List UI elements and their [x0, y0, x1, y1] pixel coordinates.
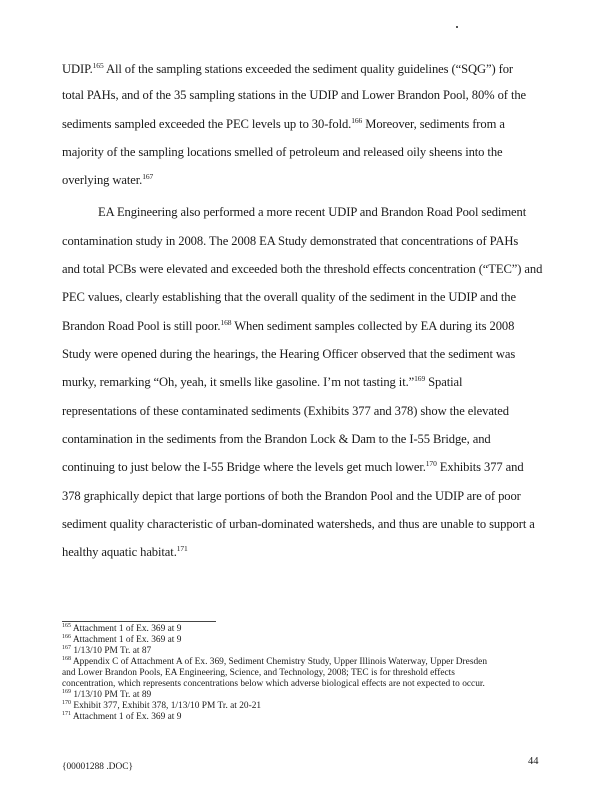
body-line: murky, remarking “Oh, yeah, it smells like gasoline. I’m not tasting it.”$^{169}$ Spatial: [62, 373, 463, 389]
document-id: {00001288 .DOC}: [62, 762, 133, 772]
footnote: $^{165}$ Attachment 1 of Ex. 369 at 9: [62, 622, 182, 634]
footnote: $^{167}$ 1/13/10 PM Tr. at 87: [62, 644, 152, 656]
body-line: Brandon Road Pool is still poor.$^{168}$ When sediment samples collected by EA during its 2008: [62, 317, 515, 333]
body-line: and total PCBs were elevated and exceeded both the threshold effects concentration (“TEC”) and: [62, 262, 543, 276]
body-line: representations of these contaminated sediments (Exhibits 377 and 378) show the elevated: [62, 404, 509, 418]
footnote: $^{169}$ 1/13/10 PM Tr. at 89: [62, 688, 152, 700]
footnote: $^{170}$ Exhibit 377, Exhibit 378, 1/13/10 PM Tr. at 20-21: [62, 699, 262, 711]
scan-artifact-dot: [456, 26, 458, 28]
footnote: $^{166}$ Attachment 1 of Ex. 369 at 9: [62, 633, 182, 645]
body-line: healthy aquatic habitat.$^{171}$: [62, 543, 188, 559]
footnote: $^{168}$ Appendix C of Attachment A of Ex. 369, Sediment Chemistry Study, Upper Illinois Waterway, Upper Dresden: [62, 655, 488, 667]
footnote: and Lower Brandon Pools, EA Engineering, Science, and Technology, 2008; TEC is for threshold effects: [62, 668, 455, 678]
body-line: Study were opened during the hearings, the Hearing Officer observed that the sediment was: [62, 347, 516, 361]
body-line: contamination study in 2008. The 2008 EA Study demonstrated that concentrations of PAHs: [62, 234, 519, 248]
body-line: continuing to just below the I-55 Bridge where the levels get much lower.$^{170}$ Exhibits 377 and: [62, 458, 524, 474]
page-number: 44: [528, 756, 539, 767]
body-line: contamination in the sediments from the Brandon Lock & Dam to the I-55 Bridge, and: [62, 432, 491, 446]
body-line: overlying water.$^{167}$: [62, 171, 154, 187]
footnote: $^{171}$ Attachment 1 of Ex. 369 at 9: [62, 710, 182, 722]
footnote: concentration, which represents concentrations below which adverse biological effects are not expected to occur.: [62, 679, 485, 689]
footnote-separator: [62, 621, 216, 622]
paragraph-first-line: EA Engineering also performed a more recent UDIP and Brandon Road Pool sediment: [98, 205, 527, 219]
body-line: sediments sampled exceeded the PEC levels up to 30-fold.$^{166}$ Moreover, sediments from a: [62, 115, 505, 131]
body-line: total PAHs, and of the 35 sampling stations in the UDIP and Lower Brandon Pool, 80% of the: [62, 88, 527, 102]
body-line: UDIP.$^{165}$ All of the sampling stations exceeded the sediment quality guidelines (“SQG”) for: [62, 60, 513, 76]
body-line: PEC values, clearly establishing that the overall quality of the sediment in the UDIP and the: [62, 290, 516, 304]
body-line: sediment quality characteristic of urban-dominated watersheds, and thus are unable to support a: [62, 517, 535, 531]
body-line: 378 graphically depict that large portions of both the Brandon Pool and the UDIP are of poor: [62, 489, 521, 503]
body-line: majority of the sampling locations smelled of petroleum and released oily sheens into the: [62, 145, 503, 159]
